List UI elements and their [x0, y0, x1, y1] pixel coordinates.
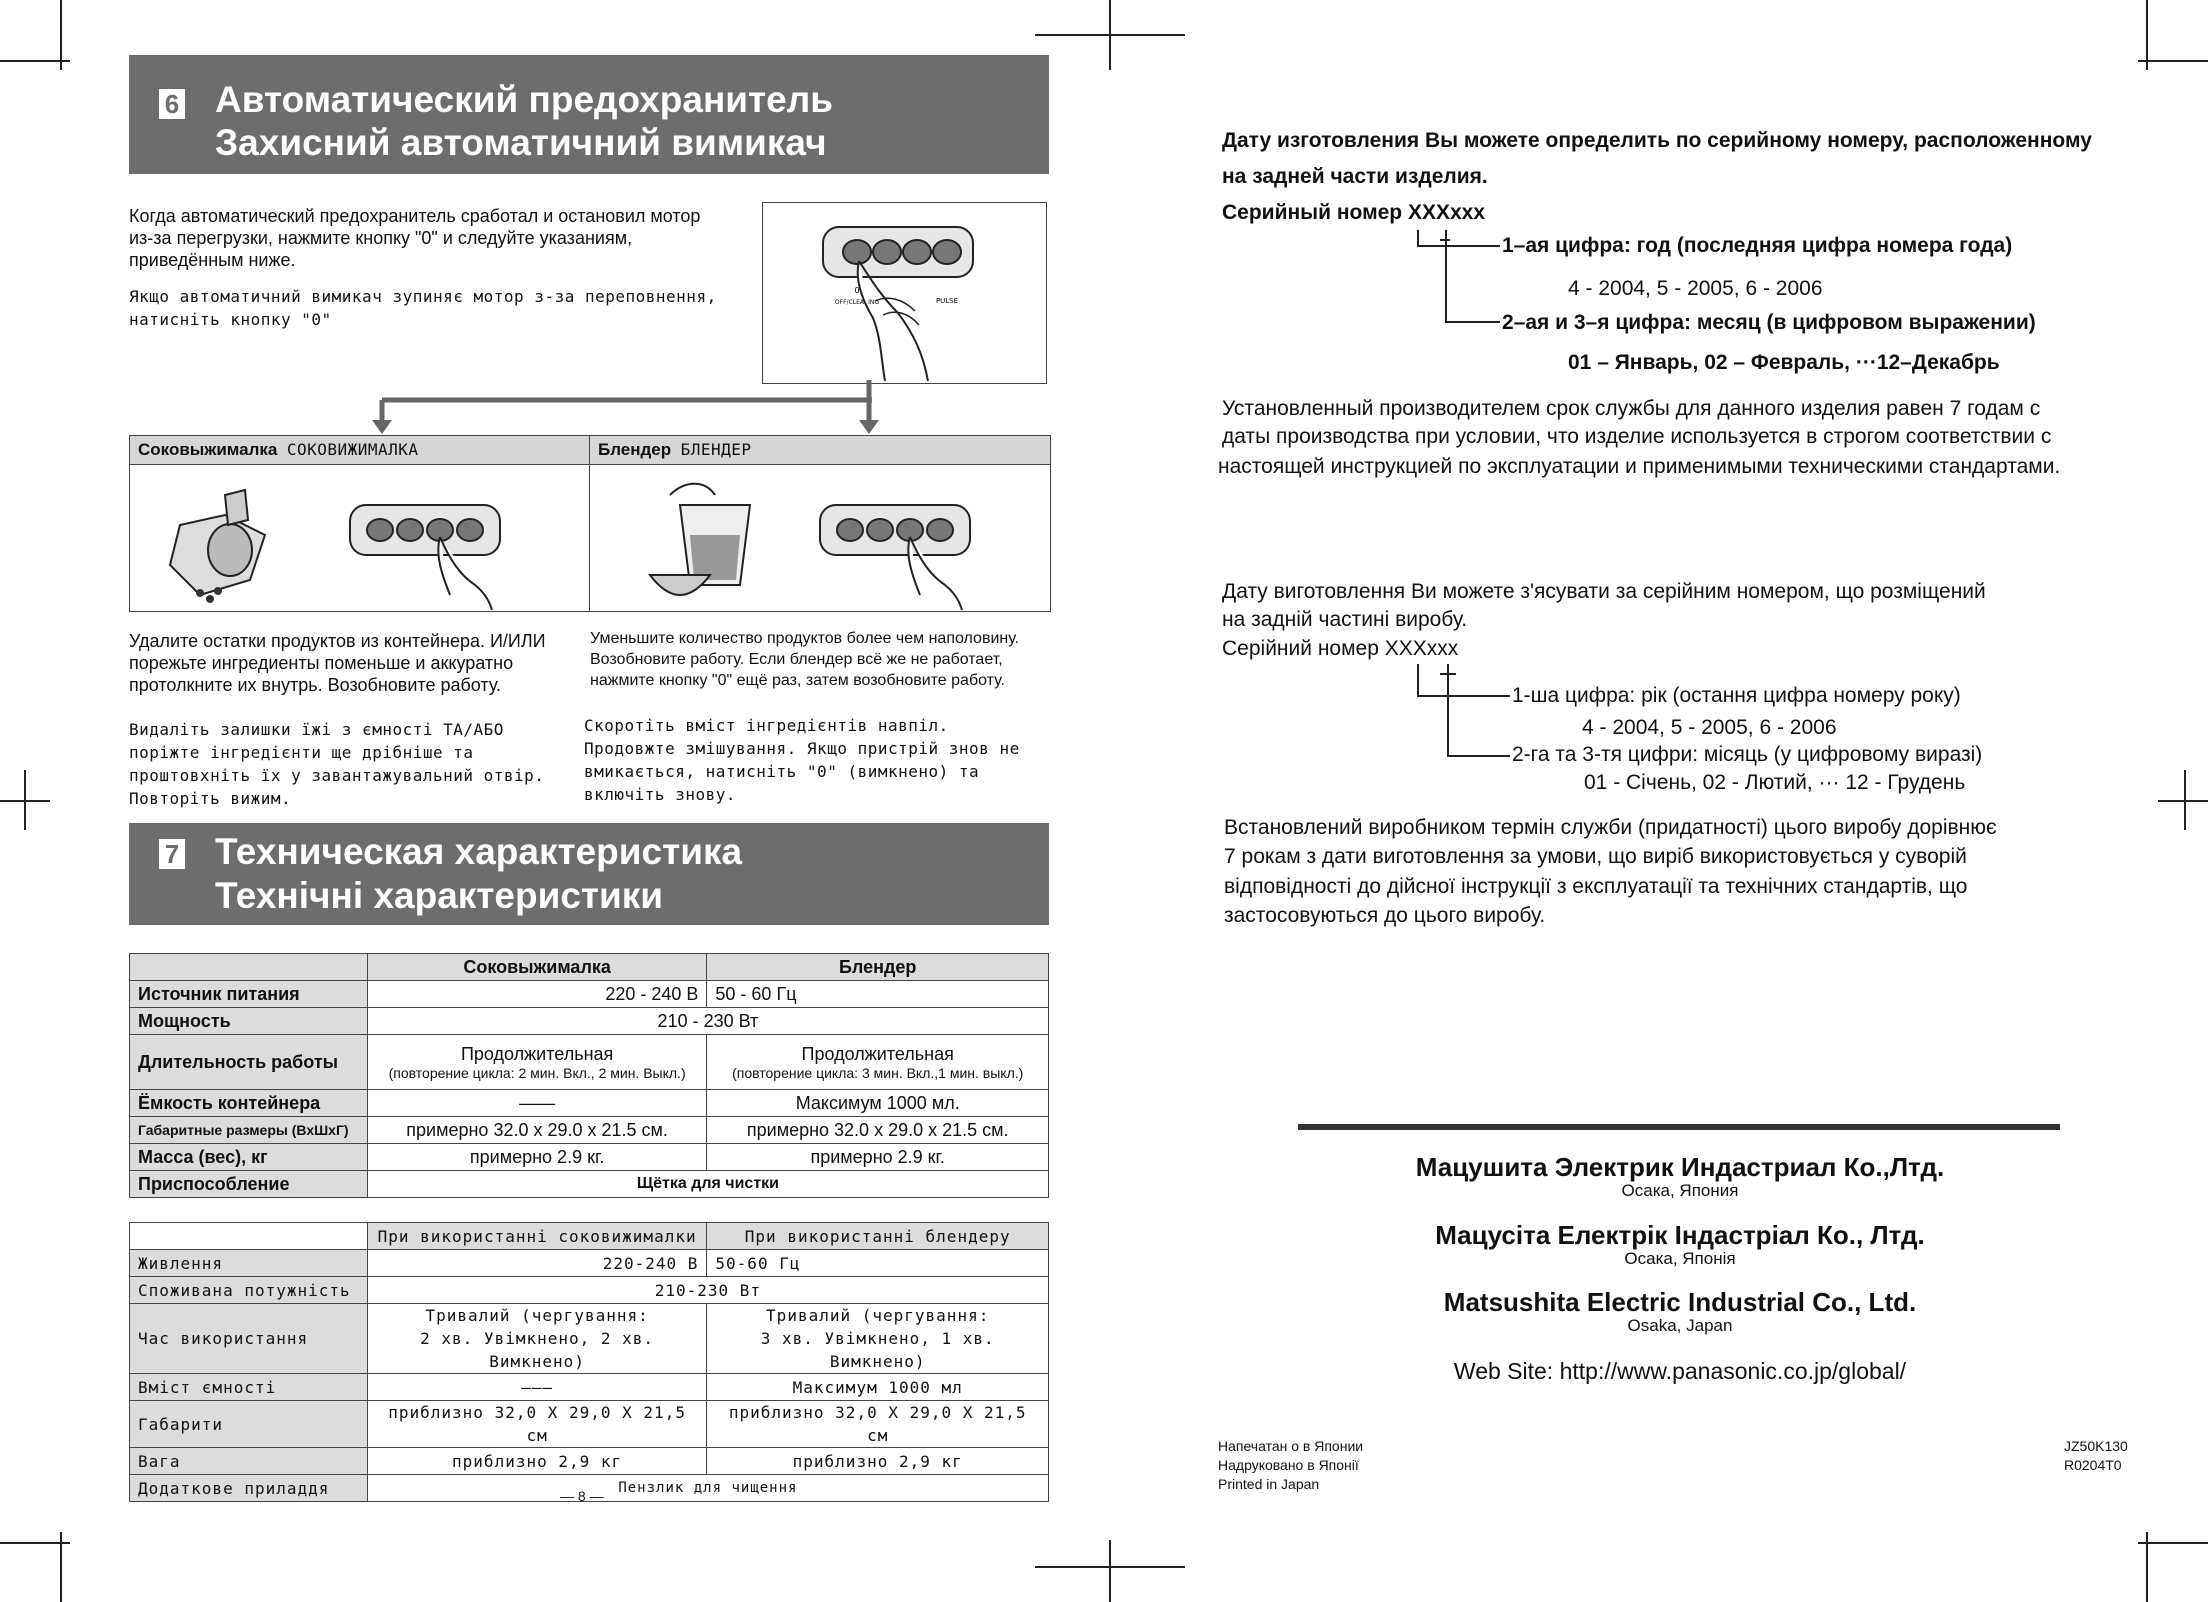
crop-mark	[2146, 1532, 2148, 1602]
label-pulse: PULSE	[935, 297, 959, 305]
table-row: Додаткове приладдя Пензлик для чищення	[130, 1475, 1049, 1502]
table-row: Мощность 210 - 230 Вт	[130, 1008, 1049, 1035]
crop-mark	[60, 1532, 62, 1602]
section-6-header	[129, 55, 1049, 174]
label-zero: 0	[854, 286, 860, 295]
table-row: Вміст ємності ——— Максимум 1000 мл	[130, 1374, 1049, 1401]
crop-mark	[1109, 1540, 1111, 1602]
ua-digit1: 1-ша цифра: рік (остання цифра номеру року)	[1512, 684, 1961, 707]
col-blender: Блендер	[707, 954, 1049, 981]
crop-mark	[2138, 1542, 2208, 1544]
crop-mark	[2158, 800, 2208, 802]
ru-serial: Серийный номер XXXxxx	[1222, 201, 1486, 224]
divider	[1298, 1124, 2060, 1130]
table-row: Масса (вес), кг примерно 2.9 кг. примерно 2.9 кг.	[130, 1144, 1049, 1171]
label-off: OFF/CLEARING	[834, 299, 880, 306]
ua-serial: Серійний номер XXXxxx	[1222, 637, 1459, 660]
ru-service1: Установленный производителем срок службы для данного изделия равен 7 годам с	[1222, 397, 2041, 420]
ua-months: 01 - Січень, 02 - Лютий, ··· 12 - Грудень	[1584, 771, 1966, 794]
ru-months: 01 – Январь, 02 – Февраль, ···12–Декабрь	[1568, 351, 2000, 374]
section-number: 6	[159, 89, 185, 119]
intro-ua: Якщо автоматичний вимикач зупиняє мотор з-за переповнення, натисніть кнопку "0"	[129, 287, 717, 329]
ru-line1: Дату изготовления Вы можете определить по серийному номеру, расположенному	[1222, 129, 2092, 152]
crop-mark	[2138, 60, 2208, 62]
table-row	[130, 1223, 1049, 1250]
section-7-header	[129, 823, 1049, 925]
product-codes: JZ50K130 R0204T0	[2064, 1438, 2128, 1473]
ua-line1: Дату виготовлення Ви можете з'ясувати за серійним номером, що розміщений	[1222, 580, 1986, 603]
ua-service2: 7 рокам з дати виготовлення за умови, що виріб використовується у суворій	[1224, 845, 1967, 868]
crop-mark	[2184, 770, 2186, 830]
table-row: Источник питания 220 - 240 В 50 - 60 Гц	[130, 981, 1049, 1008]
website-link[interactable]: Web Site: http://www.panasonic.co.jp/global/	[1453, 1358, 1907, 1384]
col-blender: При використанні блендеру	[707, 1223, 1049, 1250]
blender-illustration	[590, 465, 1048, 610]
ru-digit23: 2–ая и 3–я цифра: месяц (в цифровом выражении)	[1502, 311, 2036, 334]
ru-years: 4 - 2004, 5 - 2005, 6 - 2006	[1568, 277, 1823, 300]
hand-pressing-button-icon	[763, 203, 1046, 383]
ru-service2: даты производства при условии, что изделие используется в строгом соответствии с	[1222, 425, 2052, 448]
table-row: Ёмкость контейнера —— Максимум 1000 мл.	[130, 1090, 1049, 1117]
section-title-ua: Захисний автоматичний вимикач	[215, 122, 827, 163]
crop-mark	[60, 0, 62, 70]
ua-digit23: 2-га та 3-тя цифри: місяць (у цифровому виразі)	[1512, 743, 1983, 766]
company-en: Matsushita Electric Industrial Co., Ltd. Osaka, Japan	[1443, 1287, 1917, 1335]
ua-service1: Встановлений виробником термін служби (придатності) цього виробу дорівнює	[1224, 816, 1997, 839]
section-title-ua: Технічні характеристики	[215, 875, 664, 916]
spec-table-ru	[129, 953, 1049, 1198]
company-ru: Мацушита Электрик Индастриал Ко.,Лтд. Осака, Япония	[1415, 1152, 1945, 1200]
page-number: — 8 —	[560, 1488, 604, 1504]
juicer-text-ua: Видаліть залишки їжі з ємності ТА/АБО поріжте інгредієнти ще дрібніше та проштовхніть їх у завантажувальний отвір. Повторіть вижим.	[129, 720, 545, 808]
juicer-box	[129, 435, 594, 612]
section-title-ru: Автоматический предохранитель	[215, 79, 833, 120]
table-row: Габарити приблизно 32,0 Х 29,0 Х 21,5 см приблизно 32,0 Х 29,0 Х 21,5 см	[130, 1401, 1049, 1448]
table-row: Живлення 220-240 В 50-60 Гц	[130, 1250, 1049, 1277]
ru-serial-brackets	[1410, 228, 1510, 328]
ru-service3: настоящей инструкцией по эксплуатации и применимыми техническими стандартами.	[1218, 455, 2061, 478]
blender-text-ua: Скоротіть вміст інгредієнтів навпіл. Продовжте змішування. Якщо пристрій знов не вмикається, натисніть "0" (вимкнено) та включіть знову.	[584, 716, 1020, 804]
blender-label-ua: БЛЕНДЕР	[680, 440, 752, 459]
ru-line2: на задней части изделия.	[1222, 165, 1488, 188]
printed-info: Напечатан о в Японии Надруковано в Японії Printed in Japan	[1218, 1438, 1364, 1492]
section-title-ru: Техническая характеристика	[215, 831, 743, 872]
flow-arrows	[370, 380, 880, 436]
ua-years: 4 - 2004, 5 - 2005, 6 - 2006	[1582, 716, 1837, 739]
crop-mark	[24, 770, 26, 830]
ua-service4: застосовуються до цього виробу.	[1224, 904, 1546, 927]
crop-mark	[1109, 0, 1111, 70]
ua-line2: на задній частині виробу.	[1222, 608, 1468, 631]
ua-serial-brackets	[1412, 662, 1512, 762]
juicer-label-ua: СОКОВИЖИМАЛКА	[286, 440, 419, 459]
intro-ru: Когда автоматический предохранитель сработал и остановил мотор из-за перегрузки, нажмите кнопку "0" и следуйте указаниям, приведённым ниже.	[129, 206, 701, 270]
juicer-label-ru: Соковыжималка	[138, 440, 278, 459]
table-row: Приспособление Щётка для чистки	[130, 1171, 1049, 1198]
blender-box	[589, 435, 1051, 612]
col-juicer: Соковыжималка	[367, 954, 707, 981]
juicer-illustration	[130, 465, 590, 610]
ua-service3: відповідності до дійсної інструкції з експлуатації та технічних стандартів, що	[1224, 875, 1968, 898]
control-panel-illustration	[762, 202, 1047, 384]
table-row	[130, 954, 1049, 981]
ru-digit1: 1–ая цифра: год (последняя цифра номера года)	[1502, 234, 2013, 257]
company-ua: Мацусіта Електрік Індастріал Ко., Лтд. Осака, Японія	[1435, 1220, 1925, 1268]
section-number: 7	[159, 839, 185, 869]
table-row: Споживана потужність 210-230 Вт	[130, 1277, 1049, 1304]
col-juicer: При використанні соковижималки	[367, 1223, 707, 1250]
table-row: Вага приблизно 2,9 кг приблизно 2,9 кг	[130, 1448, 1049, 1475]
blender-text-ru: Уменьшите количество продуктов более чем наполовину. Возобновите работу. Если блендер всё же не работает, нажмите кнопку "0" ещё раз, затем возобновите работу.	[590, 630, 1020, 689]
table-row: Габаритные размеры (ВхШхГ) примерно 32.0 x 29.0 x 21.5 см. примерно 32.0 x 29.0 x 21.5 см.	[130, 1117, 1049, 1144]
crop-mark	[2146, 0, 2148, 70]
table-row: Длительность работы Продолжительная (повторение цикла: 2 мин. Вкл., 2 мин. Выкл.) Продолжительная (повторение цикла: 3 мин. Вкл.,1 мин. выкл.)	[130, 1035, 1049, 1090]
blender-label-ru: Блендер	[598, 440, 672, 459]
juicer-text-ru: Удалите остатки продуктов из контейнера. И/ИЛИ порежьте ингредиенты поменьше и аккуратно протолкните их внутрь. Возобновите работу.	[129, 631, 546, 695]
spec-table-ua	[129, 1222, 1049, 1502]
table-row: Час використання Тривалий (чергування: 2 хв. Увімкнено, 2 хв. Вимкнено) Тривалий (чергування: 3 хв. Увімкнено, 1 хв. Вимкнено)	[130, 1304, 1049, 1374]
